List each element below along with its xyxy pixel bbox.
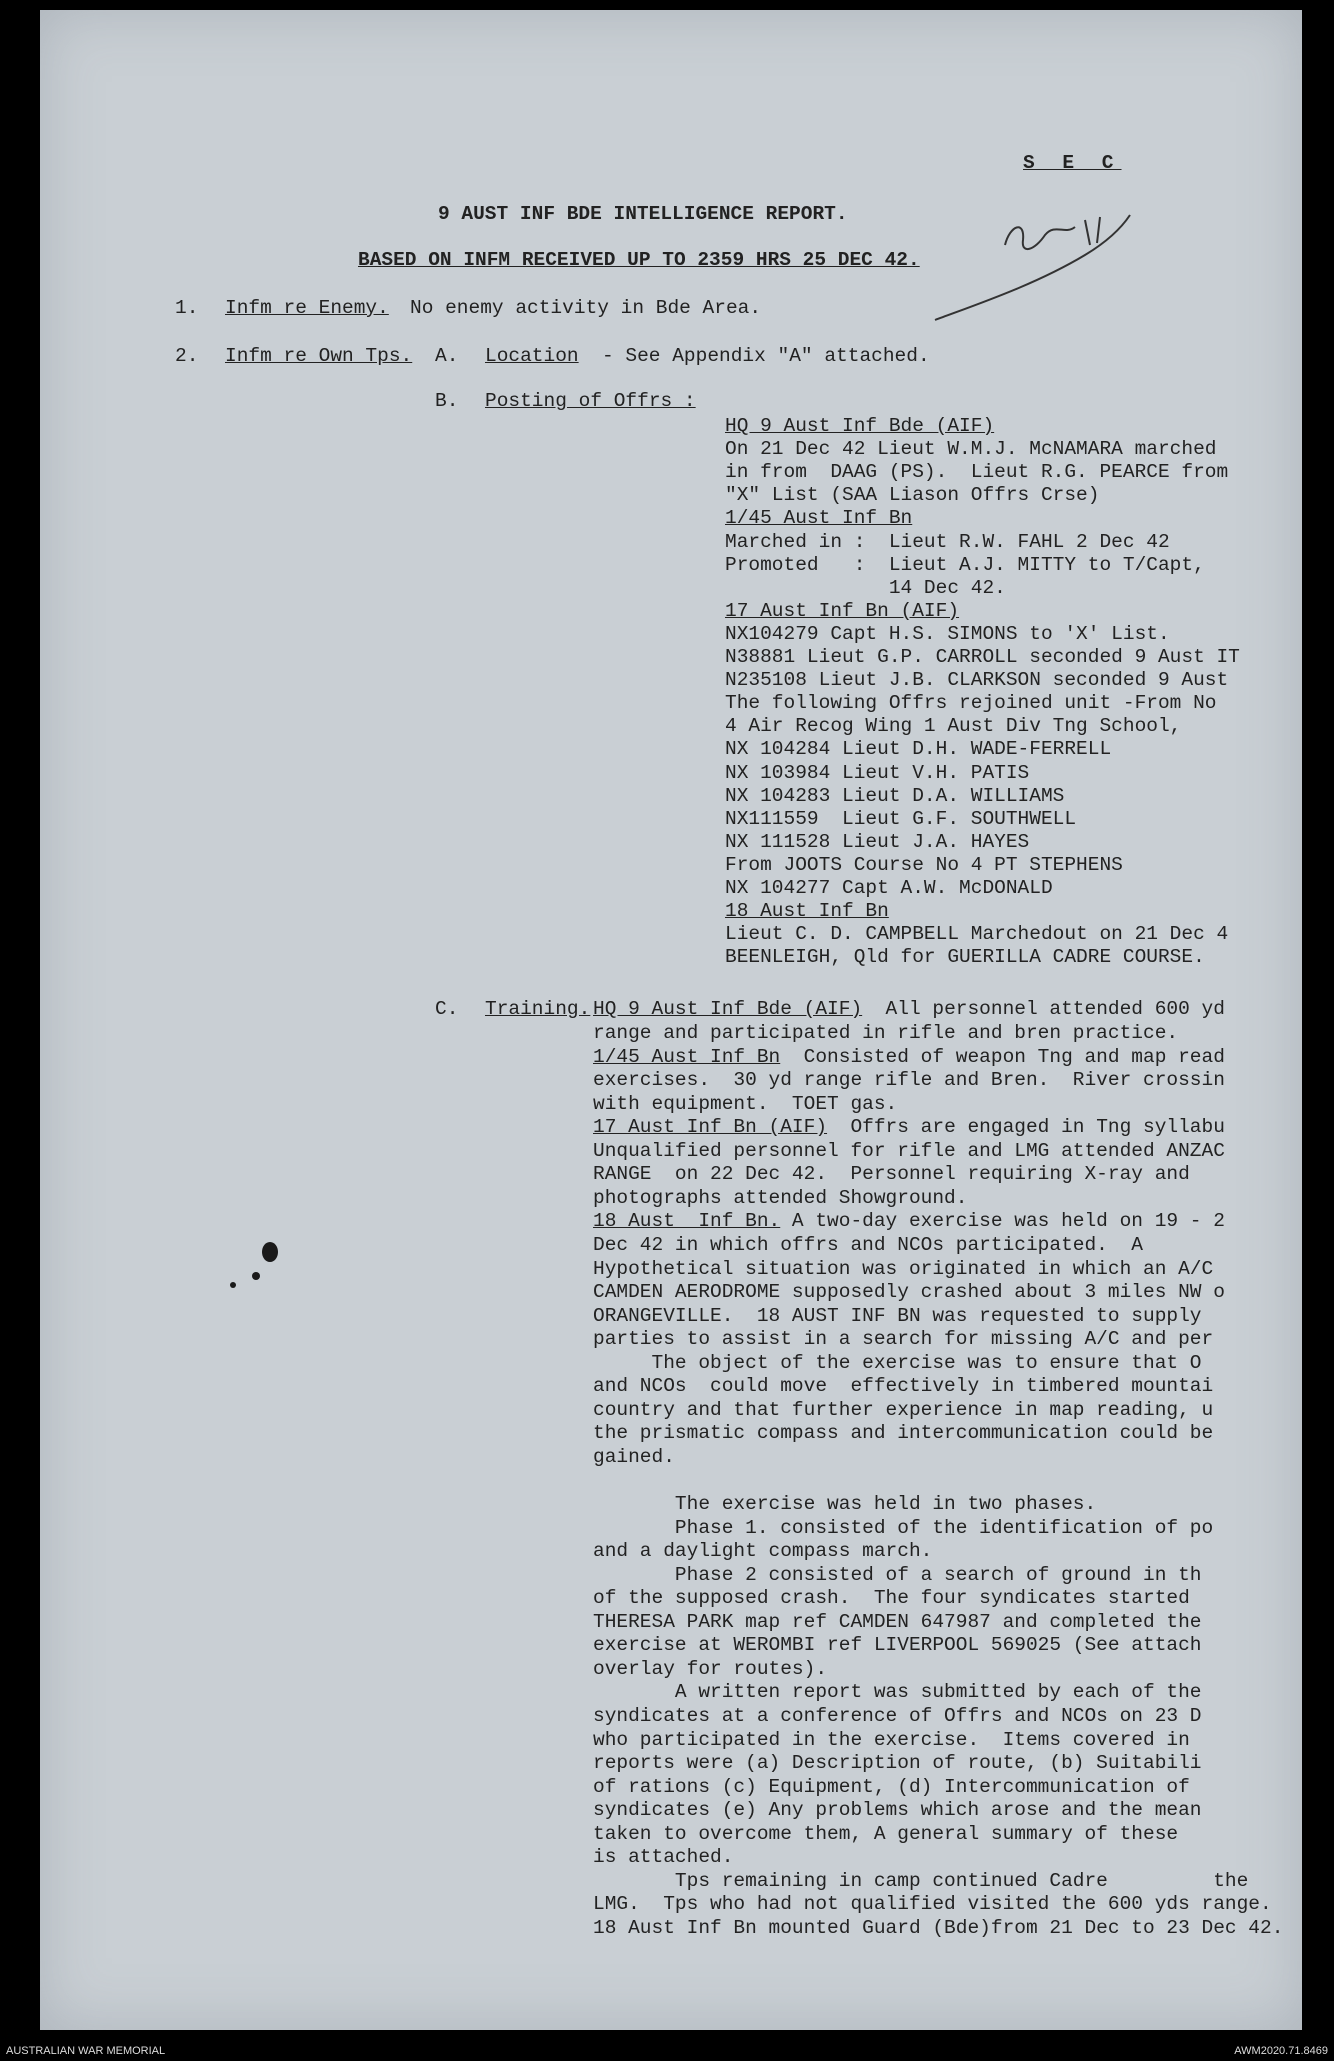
posting-line: Promoted : Lieut A.J. MITTY to T/Capt, bbox=[725, 553, 1205, 576]
training-line: RANGE on 22 Dec 42. Personnel requiring X-ray and bbox=[593, 1163, 1190, 1186]
training-unit-heading: 17 Aust Inf Bn (AIF) bbox=[593, 1116, 828, 1139]
posting-line: NX111559 Lieut G.F. SOUTHWELL bbox=[725, 807, 1077, 830]
training-line: and a daylight compass march. bbox=[593, 1540, 933, 1563]
training-line: A written report was submitted by each of the bbox=[593, 1681, 1202, 1704]
training-line: gained. bbox=[593, 1445, 675, 1468]
posting-line: NX 104277 Capt A.W. McDONALD bbox=[725, 877, 1053, 899]
footer-left: AUSTRALIAN WAR MEMORIAL bbox=[6, 2045, 166, 2057]
item1-heading: Infm re Enemy. bbox=[225, 297, 389, 319]
training-line: The exercise was held in two phases. bbox=[593, 1493, 1097, 1515]
posting-line: N38881 Lieut G.P. CARROLL seconded 9 Aust IT bbox=[725, 646, 1240, 668]
training-unit-heading: 1/45 Aust Inf Bn bbox=[593, 1045, 781, 1068]
item2-heading: Infm re Own Tps. bbox=[225, 345, 413, 367]
training-first-text: All personnel attended 600 yd bbox=[862, 998, 1225, 1020]
item2-a-letter: A. bbox=[435, 345, 459, 367]
training-line: photographs attended Showground. bbox=[593, 1186, 968, 1209]
training-line bbox=[593, 1045, 1225, 1068]
training-line: overlay for routes). bbox=[593, 1657, 828, 1680]
posting-line: Marched in : Lieut R.W. FAHL 2 Dec 42 bbox=[725, 530, 1170, 553]
posting-line: 17 Aust Inf Bn (AIF) bbox=[725, 599, 960, 622]
handwritten-signature bbox=[915, 205, 1175, 335]
training-line: Phase 2 consisted of a search of ground in th bbox=[593, 1563, 1202, 1586]
training-line: Tps remaining in camp continued Cadre the bbox=[593, 1869, 1249, 1892]
training-line: LMG. Tps who had not qualified visited the 600 yds range. bbox=[593, 1893, 1272, 1916]
item2-c-heading: Training. bbox=[485, 998, 591, 1020]
training-first-unit: HQ 9 Aust Inf Bde (AIF) bbox=[593, 998, 863, 1020]
training-line: CAMDEN AERODROME supposedly crashed about 3 miles NW o bbox=[593, 1281, 1225, 1304]
ink-blot bbox=[252, 1272, 260, 1280]
item1-text: No enemy activity in Bde Area. bbox=[410, 297, 762, 319]
training-line: reports were (a) Description of route, (b) Suitabili bbox=[593, 1752, 1202, 1775]
training-line: of rations (c) Equipment, (d) Intercommunication of bbox=[593, 1775, 1190, 1798]
item2-c-letter: C. bbox=[435, 998, 459, 1020]
item2-a-heading: Location bbox=[485, 345, 579, 367]
posting-line: in from DAAG (PS). Lieut R.G. PEARCE from bbox=[725, 461, 1229, 484]
posting-line: On 21 Dec 42 Lieut W.M.J. McNAMARA marched bbox=[725, 438, 1217, 461]
training-line: The object of the exercise was to ensure that O bbox=[593, 1351, 1202, 1374]
training-line: syndicates (e) Any problems which arose and the mean bbox=[593, 1799, 1202, 1822]
training-line: and NCOs could move effectively in timbered mountai bbox=[593, 1375, 1214, 1398]
document-page bbox=[40, 10, 1302, 2030]
posting-line: NX 103984 Lieut V.H. PATIS bbox=[725, 761, 1030, 784]
posting-line: "X" List (SAA Liason Offrs Crse) bbox=[725, 484, 1100, 507]
training-line: who participated in the exercise. Items covered in bbox=[593, 1728, 1190, 1751]
report-subtitle: BASED ON INFM RECEIVED UP TO 2359 HRS 25 DEC 42. bbox=[358, 249, 920, 271]
training-text: Consisted of weapon Tng and map read bbox=[780, 1045, 1225, 1068]
posting-line: N235108 Lieut J.B. CLARKSON seconded 9 Aust bbox=[725, 669, 1229, 692]
training-line: is attached. bbox=[593, 1846, 734, 1869]
posting-line: BEENLEIGH, Qld for GUERILLA CADRE COURSE. bbox=[725, 946, 1205, 969]
posting-line: From JOOTS Course No 4 PT STEPHENS bbox=[725, 853, 1123, 876]
item1-number: 1. bbox=[175, 297, 199, 319]
training-line: syndicates at a conference of Offrs and NCOs on 23 D bbox=[593, 1704, 1202, 1727]
training-line: ORANGEVILLE. 18 AUST INF BN was requested to supply bbox=[593, 1304, 1202, 1327]
posting-line: NX 104284 Lieut D.H. WADE-FERRELL bbox=[725, 738, 1112, 761]
posting-line: HQ 9 Aust Inf Bde (AIF) bbox=[725, 415, 995, 437]
training-text: A two-day exercise was held on 19 - 2 bbox=[780, 1210, 1225, 1233]
training-line: Unqualified personnel for rifle and LMG attended ANZAC bbox=[593, 1139, 1225, 1162]
training-text: Offrs are engaged in Tng syllabu bbox=[827, 1116, 1225, 1139]
training-line: Dec 42 in which offrs and NCOs participated. A bbox=[593, 1233, 1143, 1256]
training-line: the prismatic compass and intercommunication could be bbox=[593, 1422, 1214, 1445]
training-line: Phase 1. consisted of the identification of po bbox=[593, 1516, 1214, 1539]
posting-line: NX 111528 Lieut J.A. HAYES bbox=[725, 830, 1030, 853]
footer-right: AWM2020.71.8469 bbox=[1234, 2045, 1328, 2057]
posting-line: The following Offrs rejoined unit -From No bbox=[725, 692, 1217, 715]
posting-line: Lieut C. D. CAMPBELL Marchedout on 21 Dec 4 bbox=[725, 923, 1229, 946]
training-line: taken to overcome them, A general summary of these bbox=[593, 1822, 1179, 1845]
training-line: of the supposed crash. The four syndicates started bbox=[593, 1587, 1190, 1610]
posting-line: 4 Air Recog Wing 1 Aust Div Tng School, bbox=[725, 715, 1182, 738]
training-line: range and participated in rifle and bren practice. bbox=[593, 1022, 1179, 1044]
training-line: exercise at WEROMBI ref LIVERPOOL 569025 (See attach bbox=[593, 1634, 1202, 1657]
training-first-line bbox=[593, 1000, 1225, 1020]
training-line: exercises. 30 yd range rifle and Bren. River crossin bbox=[593, 1069, 1225, 1092]
training-line: parties to assist in a search for missing A/C and per bbox=[593, 1328, 1214, 1351]
item2-b-letter: B. bbox=[435, 390, 459, 412]
training-line: country and that further experience in map reading, u bbox=[593, 1398, 1214, 1421]
training-line bbox=[593, 1118, 1225, 1138]
training-unit-heading: 18 Aust Inf Bn. bbox=[593, 1210, 781, 1233]
training-line: Hypothetical situation was originated in which an A/C bbox=[593, 1257, 1214, 1280]
item2-b-heading: Posting of Offrs : bbox=[485, 390, 696, 412]
training-line: THERESA PARK map ref CAMDEN 647987 and completed the bbox=[593, 1610, 1202, 1633]
posting-line: NX104279 Capt H.S. SIMONS to 'X' List. bbox=[725, 622, 1170, 645]
item2-number: 2. bbox=[175, 345, 199, 367]
training-line bbox=[593, 1212, 1225, 1232]
training-line: 18 Aust Inf Bn mounted Guard (Bde)from 21 Dec to 23 Dec 42. bbox=[593, 1916, 1284, 1939]
training-line: with equipment. TOET gas. bbox=[593, 1092, 898, 1115]
report-title: 9 AUST INF BDE INTELLIGENCE REPORT. bbox=[438, 203, 848, 225]
posting-line: 14 Dec 42. bbox=[725, 576, 1006, 599]
posting-line: 1/45 Aust Inf Bn bbox=[725, 507, 913, 530]
posting-line: NX 104283 Lieut D.A. WILLIAMS bbox=[725, 784, 1065, 807]
ink-blot bbox=[230, 1282, 236, 1288]
ink-blot bbox=[262, 1242, 278, 1262]
item2-a-text: - See Appendix "A" attached. bbox=[602, 345, 930, 367]
classification-mark: S E C bbox=[1023, 152, 1122, 174]
posting-line: 18 Aust Inf Bn bbox=[725, 900, 889, 923]
